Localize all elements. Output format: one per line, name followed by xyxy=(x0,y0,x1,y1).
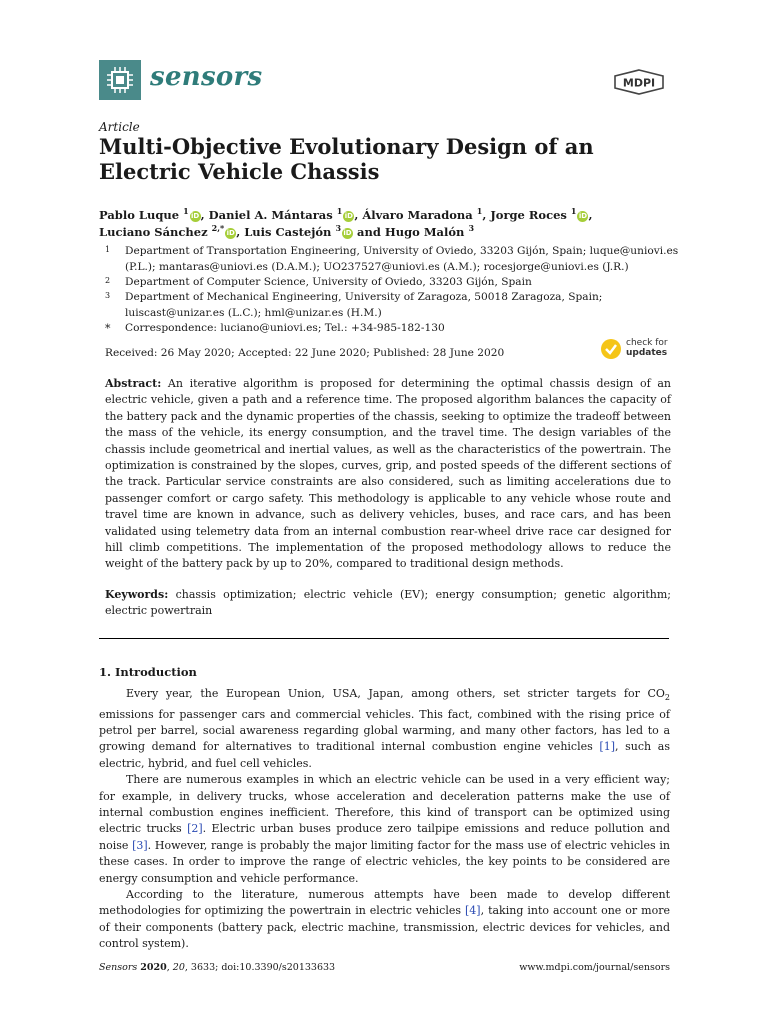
citation-link[interactable]: [4] xyxy=(465,904,481,918)
check-for-updates-label[interactable]: check for updates xyxy=(626,338,668,358)
mdpi-logo-icon[interactable] xyxy=(612,69,666,95)
citation-link[interactable]: [1] xyxy=(599,740,616,754)
author-name[interactable]: Jorge Roces $^1$ iD xyxy=(490,206,588,222)
author-list-line-2: Luciano Sánchez $^{2,*}$ iD, Luis Castejón $^3$ iD and Hugo Malón $^3$ xyxy=(99,223,475,239)
author-name[interactable]: Daniel A. Mántaras $^1$ iD xyxy=(208,206,353,222)
check-for-updates-icon[interactable] xyxy=(600,338,622,360)
journal-logo-icon xyxy=(99,60,141,100)
paragraph: There are numerous examples in which an electric vehicle can be used in a very efficient way; for example, in delivery trucks, whose acceleration and deceleration patterns make the use of internal combustion engines inefficient. Therefore, this kind of transport can be optimized using electric trucks [2]. Electric urban buses produce zero tailpipe emissions and reduce pollution and noise [3]. However, range is probably the major limiting factor for the mass use of electric vehicles in these cases. In order to improve the range of electric vehicles, the key points to be considered are energy consumption and vehicle performance. xyxy=(99,773,670,885)
svg-text:MDPI: MDPI xyxy=(622,76,656,90)
author-name[interactable]: Luciano Sánchez $^{2,*}$ iD xyxy=(99,223,235,239)
introduction-body xyxy=(99,686,670,953)
page-title: Multi-Objective Evolutionary Design of an Electric Vehicle Chassis xyxy=(99,134,594,184)
journal-url[interactable]: www.mdpi.com/journal/sensors xyxy=(519,962,670,973)
author-name[interactable]: Luis Castejón $^3$ iD xyxy=(244,223,352,239)
section-heading: 1. Introduction xyxy=(99,665,197,679)
author-name[interactable]: Hugo Malón $^3$ xyxy=(384,223,475,239)
orcid-icon[interactable]: iD xyxy=(226,228,235,237)
keywords: Keywords: chassis optimization; electric vehicle (EV); energy consumption; genetic algorithm; electric powertrain xyxy=(105,588,671,618)
section-divider xyxy=(99,638,669,639)
author-name[interactable]: Álvaro Maradona $^1$ xyxy=(362,206,483,222)
orcid-icon[interactable]: iD xyxy=(191,211,200,220)
publication-dates: Received: 26 May 2020; Accepted: 22 June 2020; Published: 28 June 2020 xyxy=(105,347,505,359)
orcid-icon[interactable]: iD xyxy=(344,211,353,220)
abstract: Abstract: An iterative algorithm is proposed for determining the optimal chassis design of an electric vehicle, given a path and a reference time. The proposed algorithm balances the capacity of the battery pack and the dynamic properties of the chassis, seeking to optimize the tradeoff between the mass of the vehicle, its energy consumption, and the travel time. The design variables of the chassis include geometrical and inertial values, as well as the characteristics of the powertrain. The optimization is constrained by the slopes, curves, grip, and posted speeds of the different sections of the track. Particular service constraints are also considered, such as limiting accelerations due to passenger comfort or cargo safety. This methodology is applicable to any vehicle whose route and travel time are known in advance, such as delivery vehicles, buses, and race cars, and has been validated using telemetry data from an internal combustion rear-wheel drive race car designed for hill climb competitions. The implementation of the proposed methodology allows to reduce the weight of the battery pack by up to 20%, compared to traditional design methods. xyxy=(105,377,671,571)
citation-link[interactable]: [2] xyxy=(187,822,203,836)
citation-link[interactable]: [3] xyxy=(132,838,148,852)
paragraph: Every year, the European Union, USA, Japan, among others, set stricter targets for $CO_2$ emissions for passenger cars and commercial vehicles. This fact, combined with the rising price of petrol per barrel, social awareness regarding global warming, and many other factors, has led to a growing demand for alternatives to traditional internal combustion engine vehicles [1], such as electric, hybrid, and fuel cell vehicles. xyxy=(99,687,670,770)
author-name[interactable]: Pablo Luque $^1$ iD xyxy=(99,206,200,222)
author-list: Pablo Luque $^1$ iD, Daniel A. Mántaras $^1$ iD, Álvaro Maradona $^1$, Jorge Roces $^1$ iD, xyxy=(99,206,593,222)
citation-footer: Sensors 2020, 20, 3633; doi:10.3390/s20133633 xyxy=(99,962,336,973)
orcid-icon[interactable]: iD xyxy=(578,211,588,220)
article-type: Article xyxy=(99,120,140,134)
journal-name[interactable]: sensors xyxy=(150,62,263,92)
orcid-icon[interactable]: iD xyxy=(343,228,352,237)
paragraph: According to the literature, numerous attempts have been made to develop different methodologies for optimizing the powertrain in electric vehicles [4], taking into account one or more of their components (battery pack, electric machine, transmission, electric devices for vehicles, and control system). xyxy=(99,888,670,951)
